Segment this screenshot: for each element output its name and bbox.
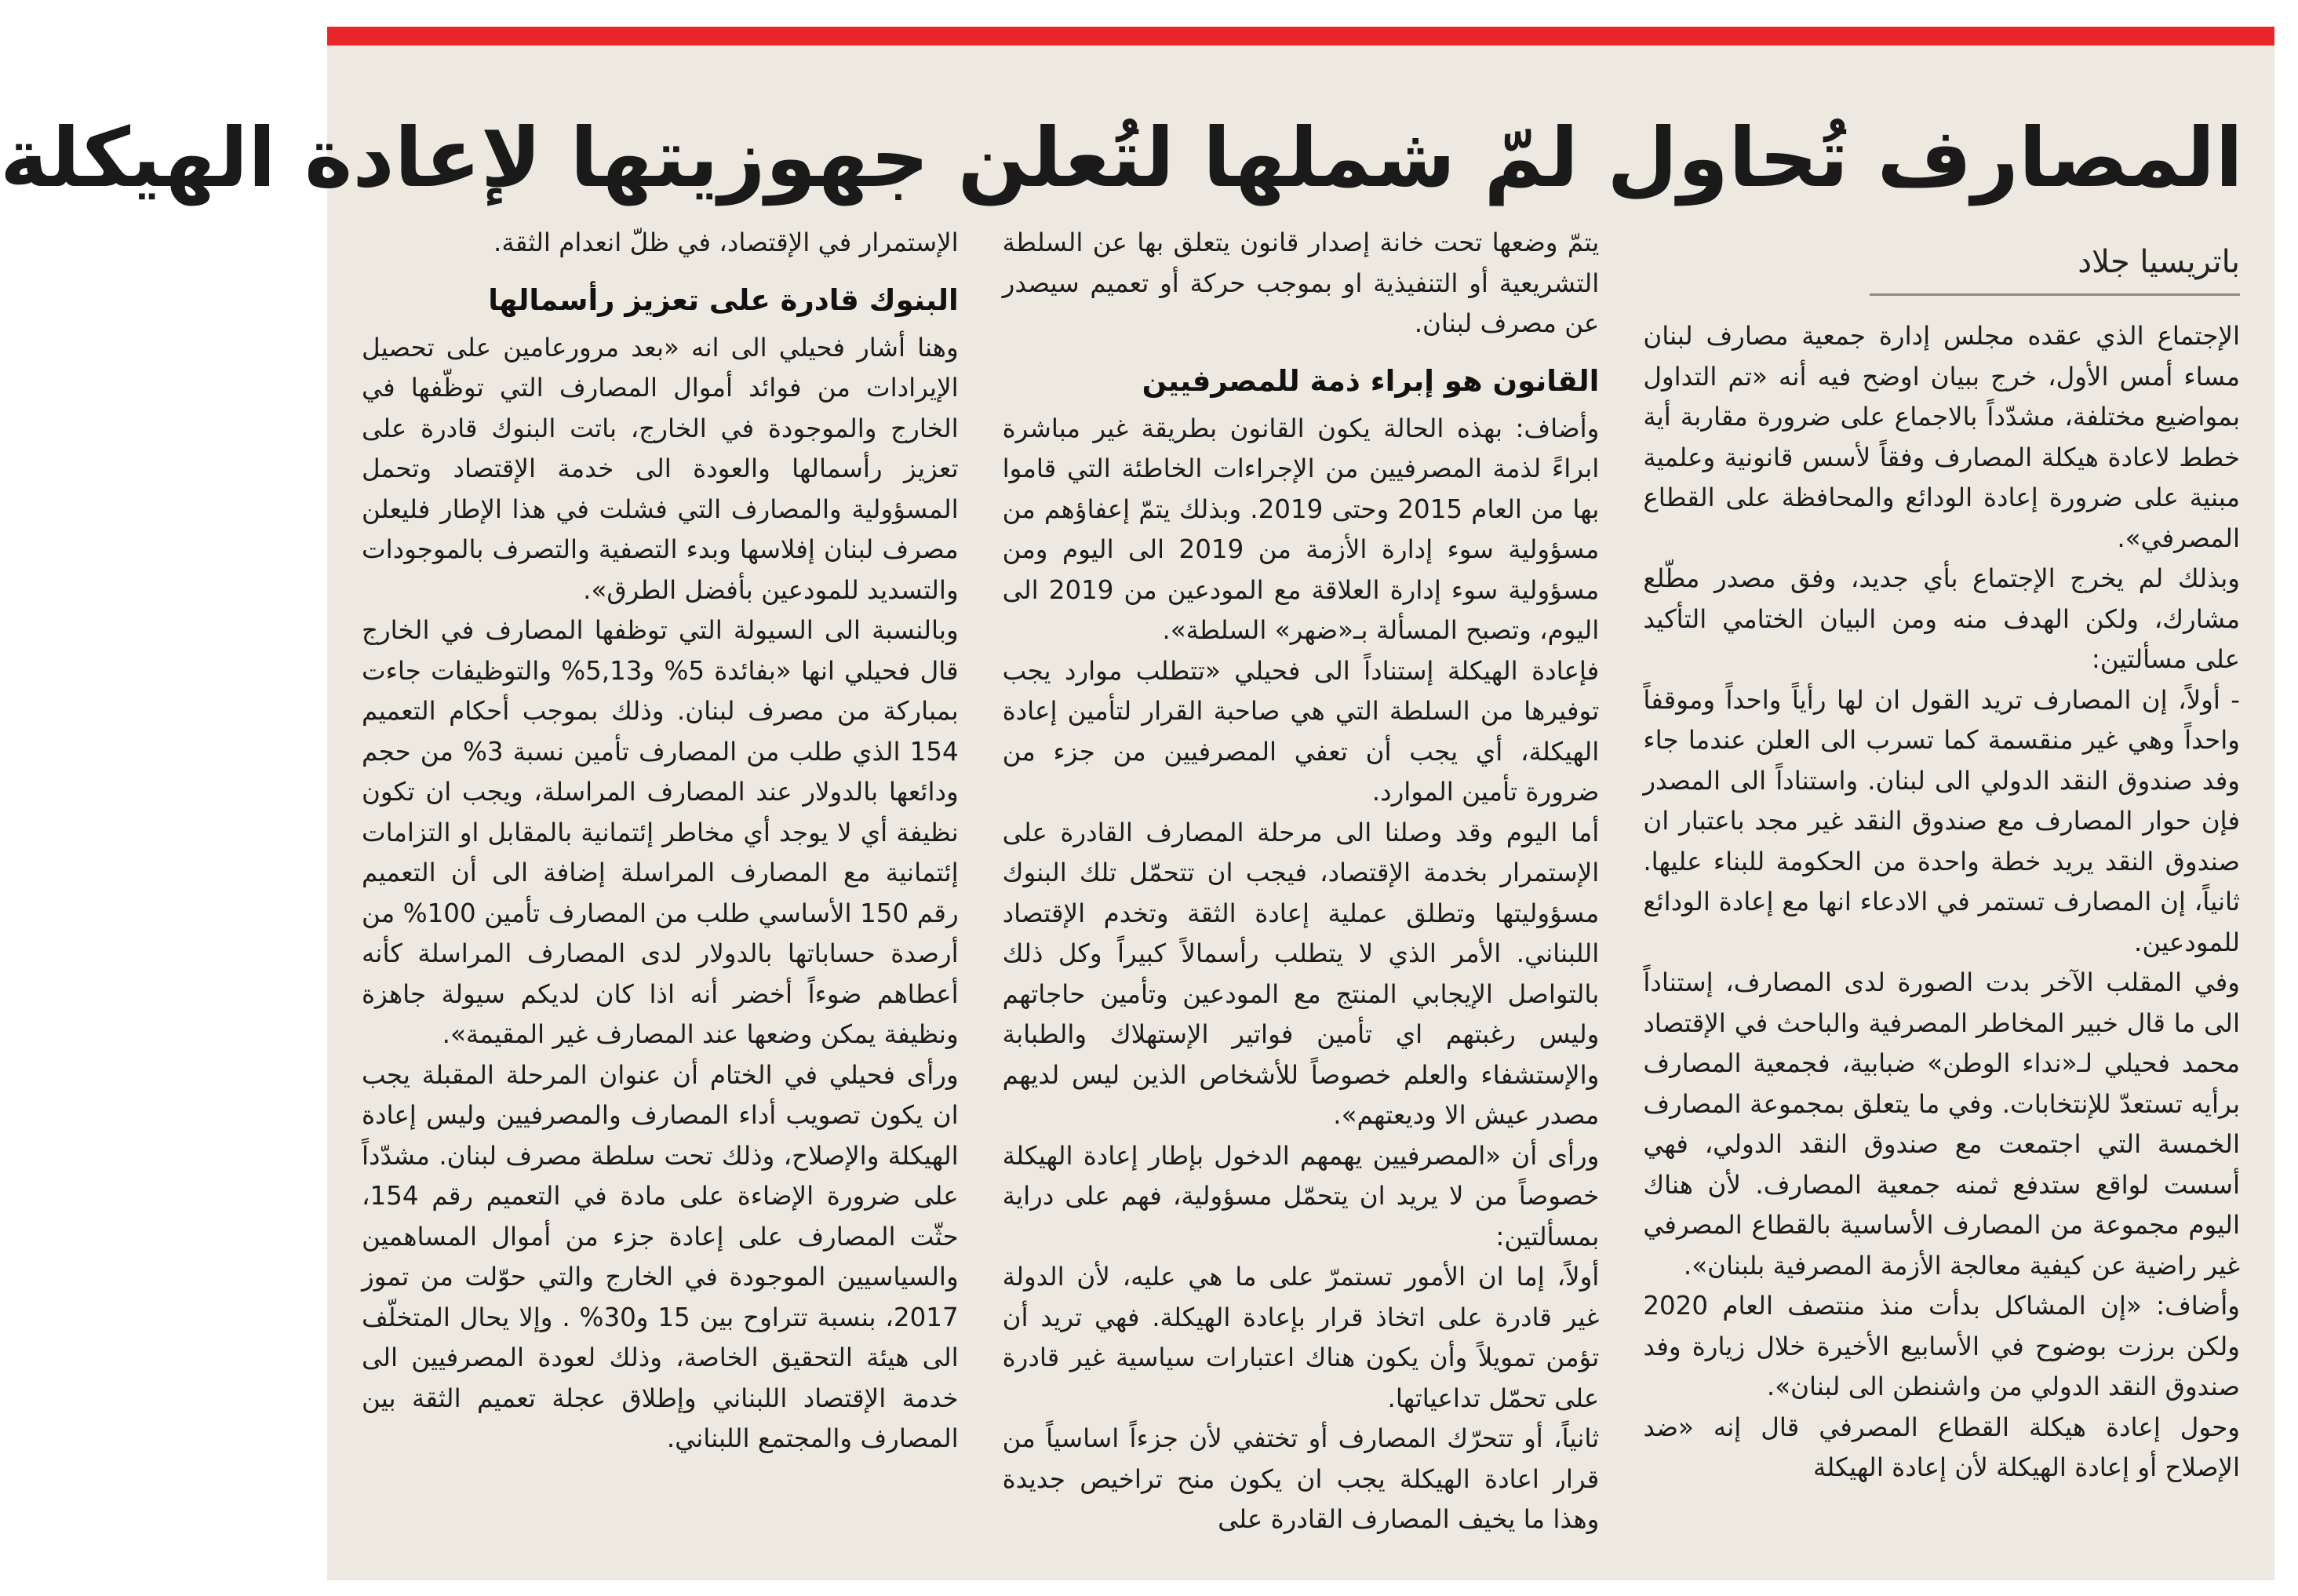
- paragraph: ثانياً، أو تتحرّك المصارف أو تختفي لأن جزءاً اساسياً من قرار اعادة الهيكلة يجب ان يكون منح تراخيص جديدة وهذا ما يخيف المصارف القادرة على: [1002, 1423, 1600, 1534]
- paragraph: وأضاف: «إن المشاكل بدأت منذ منتصف العام 2020 ولكن برزت بوضوح في الأسابيع الأخيرة خلال زيارة وفد صندوق النقد الدولي من واشنطن الى لبنان».: [1643, 1291, 2240, 1401]
- paragraph: وفي المقلب الآخر بدت الصورة لدى المصارف، إستناداً الى ما قال خبير المخاطر المصرفية والباحث في الإقتصاد محمد فحيلي لـ«نداء الوطن» ضبابية، فجمعية المصارف برأيه تستعدّ للإنتخابات. وفي ما يتعلق بمجموعة المصارف الخمسة التي اجتمعت مع صندوق النقد الدولي، فهي أسست لواقع ستدفع ثمنه جمعية المصارف. لأن هناك اليوم مجموعة من المصارف الأساسية بالقطاع المصرفي غير راضية عن كيفية معالجة الأزمة المصرفية بلبنان».: [1643, 967, 2240, 1281]
- paragraph: وبالنسبة الى السيولة التي توظفها المصارف في الخارج قال فحيلي انها «بفائدة 5% و5,13% والتوظيفات جاءت بمباركة من مصرف لبنان. وذلك بموجب أحكام التعميم 154 الذي طلب من المصارف تأمين نسبة 3% من حجم ودائعها بالدولار عند المصارف المراسلة، ويجب ان تكون نظيفة أي لا يوجد أي مخاطر إئتمانية بالمقابل او التزامات إئتمانية مع المصارف المراسلة إضافة الى أن التعميم رقم 150 الأساسي طلب من المصارف تأمين 100% من أرصدة حساباتها بالدولار لدى المصارف المراسلة كأنه أعطاهم ضوءاً أخضر أنه اذا كان لديكم سيولة جاهزة ونظيفة يمكن وضعها عند المصارف غير المقيمة».: [361, 615, 959, 1049]
- column-1: [1643, 223, 2240, 1557]
- column-2: [1003, 223, 1600, 1557]
- subheading: القانون هو إبراء ذمة للمصرفيين: [1142, 363, 1600, 398]
- paragraph: أما اليوم وقد وصلنا الى مرحلة المصارف القادرة على الإستمرار بخدمة الإقتصاد، فيجب ان تتحمّل تلك البنوك مسؤوليتها وتطلق عملية إعادة الثقة وتخدم الإقتصاد اللبناني. الأمر الذي لا يتطلب رأسمالاً كبيراً وكل ذلك بالتواصل الإيجابي المنتج مع المودعين وتأمين حاجاتهم وليس رغبتهم اي تأمين فواتير الإستهلاك والطبابة والإستشفاء والعلم خصوصاً للأشخاص الذين ليس لديهم مصدر عيش الا وديعتهم».: [1002, 817, 1600, 1130]
- author-byline: باتريسيا جلاد: [1870, 242, 2240, 296]
- paragraph: الإجتماع الذي عقده مجلس إدارة جمعية مصارف لبنان مساء أمس الأول، خرج ببيان اوضح فيه أنه «تم التداول بمواضيع مختلفة، مشدّداً بالاجماع على ضرورة مقاربة أية خطط لاعادة هيكلة المصارف وفقاً لأسس قانونية وعلمية مبنية على ضرورة إعادة الودائع والمحافظة على القطاع المصرفي».: [1643, 321, 2240, 553]
- paragraph: ورأى أن «المصرفيين يهمهم الدخول بإطار إعادة الهيكلة خصوصاً من لا يريد ان يتحمّل مسؤولية، فهم على دراية بمسألتين:: [1002, 1140, 1600, 1252]
- article-headline: المصارف تُحاول لمّ شملها لتُعلن جهوزيتها لإعادة الهيكلة: [0, 110, 2243, 206]
- paragraph: وبذلك لم يخرج الإجتماع بأي جديد، وفق مصدر مطّلع مشارك، ولكن الهدف منه ومن البيان الختامي التأكيد على مسألتين:: [1643, 563, 2240, 674]
- top-accent-bar: [327, 27, 2274, 46]
- paragraph: وأضاف: بهذه الحالة يكون القانون بطريقة غير مباشرة ابراءً لذمة المصرفيين من الإجراءات الخاطئة التي قاموا بها من العام 2015 وحتى 2019. وبذلك يتمّ إعفاؤهم من مسؤولية سوء إدارة الأزمة من 2019 الى اليوم ومن مسؤولية سوء إدارة العلاقة مع المودعين من 2019 الى اليوم، وتصبح المسألة بـ«ضهر» السلطة».: [1002, 413, 1600, 645]
- subheading: البنوك قادرة على تعزيز رأسمالها: [488, 282, 959, 317]
- paragraph: يتمّ وضعها تحت خانة إصدار قانون يتعلق بها عن السلطة التشريعية أو التنفيذية او بموجب حركة أو تعميم سيصدر عن مصرف لبنان.: [1002, 228, 1600, 338]
- article-columns: [362, 223, 2240, 1557]
- paragraph: أولاً، إما ان الأمور تستمرّ على ما هي عليه، لأن الدولة غير قادرة على اتخاذ قرار بإعادة الهيكلة. فهي تريد أن تؤمن تمويلاً وأن يكون هناك اعتبارات سياسية غير قادرة على تحمّل تداعياتها.: [1002, 1262, 1600, 1413]
- paragraph: وهنا أشار فحيلي الى انه «بعد مرورعامين على تحصيل الإيرادات من فوائد أموال المصارف التي توظّفها في الخارج والموجودة في الخارج، باتت البنوك قادرة على تعزيز رأسمالها والعودة الى خدمة الإقتصاد وتحمل المسؤولية والمصارف التي فشلت في هذا الإطار فليعلن مصرف لبنان إفلاسها وبدء التصفية والتصرف بالموجودات والتسديد للمودعين بأفضل الطرق».: [361, 332, 959, 605]
- column-3: [362, 223, 959, 1557]
- paragraph: - أولاً، إن المصارف تريد القول ان لها رأياً واحداً وموقفاً واحداً وهي غير منقسمة كما تسرب الى العلن عندما جاء وفد صندوق النقد الدولي الى لبنان. واستناداً الى المصدر فإن حوار المصارف مع صندوق النقد غير مجد باعتبار ان صندوق النقد يريد خطة واحدة من الحكومة للبناء عليها. ثانياً، إن المصارف تستمر في الادعاء انها مع إعادة الودائع للمودعين.: [1643, 684, 2240, 957]
- paragraph: وحول إعادة هيكلة القطاع المصرفي قال إنه «ضد الإصلاح أو إعادة الهيكلة لأن إعادة الهيكلة: [1643, 1412, 2240, 1482]
- paragraph: فإعادة الهيكلة إستناداً الى فحيلي «تتطلب موارد يجب توفيرها من السلطة التي هي صاحبة القرار لتأمين إعادة الهيكلة، أي يجب أن تعفي المصرفيين من جزء من ضرورة تأمين الموارد.: [1002, 655, 1600, 807]
- newspaper-page: [0, 27, 2274, 1580]
- paragraph: الإستمرار في الإقتصاد، في ظلّ انعدام الثقة.: [493, 228, 959, 257]
- paragraph: ورأى فحيلي في الختام أن عنوان المرحلة المقبلة يجب ان يكون تصويب أداء المصارف والمصرفيين وليس إعادة الهيكلة والإصلاح، وذلك تحت سلطة مصرف لبنان. مشدّداً على ضرورة الإضاءة على مادة في التعميم رقم 154، حثّت المصارف على إعادة جزء من أموال المساهمين والسياسيين الموجودة في الخارج والتي حوّلت من تموز 2017، بنسبة تتراوح بين 15 و30% . وإلا يحال المتخلّف الى هيئة التحقيق الخاصة، وذلك لعودة المصرفيين الى خدمة الإقتصاد اللبناني وإطلاق عجلة تعميم الثقة بين المصارف والمجتمع اللبناني.: [361, 1059, 959, 1453]
